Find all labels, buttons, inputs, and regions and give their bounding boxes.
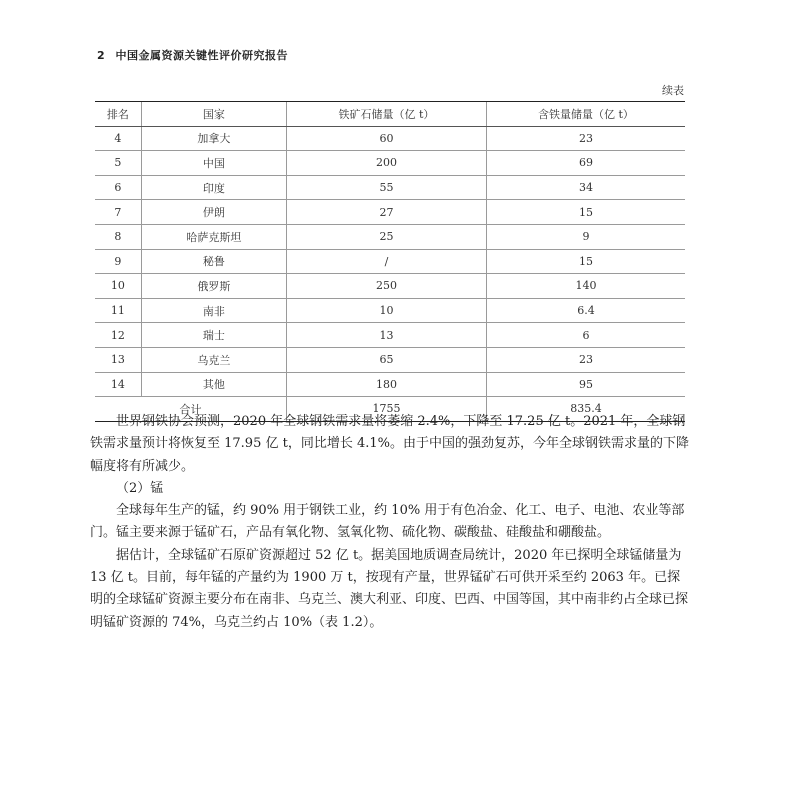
table-row bbox=[95, 249, 685, 274]
iron-cell: 6.4 bbox=[486, 298, 685, 323]
ore-cell: 55 bbox=[287, 175, 487, 200]
ore-cell: 180 bbox=[287, 372, 487, 397]
rank-cell: 14 bbox=[95, 372, 141, 397]
table-row bbox=[95, 224, 685, 249]
table-row bbox=[95, 151, 685, 176]
ore-cell: 10 bbox=[287, 298, 487, 323]
rank-cell: 4 bbox=[95, 126, 141, 151]
column-header-ore-reserves: 铁矿石储量（亿 t） bbox=[287, 102, 487, 127]
country-cell: 印度 bbox=[141, 175, 286, 200]
table-row bbox=[95, 323, 685, 348]
table-continued-label: 续表 bbox=[662, 84, 684, 97]
total-iron-cell: 835.4 bbox=[486, 397, 685, 422]
iron-cell: 23 bbox=[486, 347, 685, 372]
ore-cell: 27 bbox=[287, 200, 487, 225]
rank-cell: 7 bbox=[95, 200, 141, 225]
table-row bbox=[95, 274, 685, 299]
ore-cell: 25 bbox=[287, 224, 487, 249]
country-cell: 中国 bbox=[141, 151, 286, 176]
rank-cell: 13 bbox=[95, 347, 141, 372]
ore-cell: / bbox=[287, 249, 487, 274]
country-cell: 加拿大 bbox=[141, 126, 286, 151]
page-number: 2 bbox=[97, 49, 106, 62]
rank-cell: 10 bbox=[95, 274, 141, 299]
paragraph-manganese-reserves: 据估计，全球锰矿石原矿资源超过 52 亿 t。据美国地质调查局统计，2020 年已探明全球锰储量为 13 亿 t。目前，每年锰的产量约为 1900 万 t，按现有产量，世界锰矿石可供开采至约 2063 年。已探明的全球锰矿资源主要分布在南非、乌克兰、澳大利亚、印度、巴西、中国等国，其中南非约占全球已探明锰矿资源的 74%，乌克兰约占 10%（表 1.2）。 bbox=[90, 547, 689, 630]
total-ore-cell: 1755 bbox=[287, 397, 487, 422]
rank-cell: 8 bbox=[95, 224, 141, 249]
country-cell: 哈萨克斯坦 bbox=[141, 224, 286, 249]
table-row bbox=[95, 298, 685, 323]
iron-cell: 140 bbox=[486, 274, 685, 299]
country-cell: 伊朗 bbox=[141, 200, 286, 225]
ore-cell: 250 bbox=[287, 274, 487, 299]
paragraph-manganese-uses: 全球每年生产的锰，约 90% 用于钢铁工业，约 10% 用于有色冶金、化工、电子、电池、农业等部门。锰主要来源于锰矿石，产品有氧化物、氢氧化物、硫化物、碳酸盐、硅酸盐和硼酸盐。 bbox=[90, 503, 685, 541]
iron-cell: 23 bbox=[486, 126, 685, 151]
rank-cell: 5 bbox=[95, 151, 141, 176]
book-title: 中国金属资源关键性评价研究报告 bbox=[115, 49, 288, 62]
ore-cell: 200 bbox=[287, 151, 487, 176]
table-row bbox=[95, 126, 685, 151]
iron-cell: 15 bbox=[486, 249, 685, 274]
table-row bbox=[95, 347, 685, 372]
iron-ore-reserves-table bbox=[95, 101, 685, 422]
iron-cell: 15 bbox=[486, 200, 685, 225]
iron-cell: 34 bbox=[486, 175, 685, 200]
country-cell: 乌克兰 bbox=[141, 347, 286, 372]
country-cell: 秘鲁 bbox=[141, 249, 286, 274]
ore-cell: 65 bbox=[287, 347, 487, 372]
country-cell: 其他 bbox=[141, 372, 286, 397]
paragraph-steel-demand: 世界钢铁协会预测，2020 年全球钢铁需求量将萎缩 2.4%，下降至 17.25 亿 t。2021 年，全球钢铁需求量预计将恢复至 17.95 亿 t，同比增长 4.1%。由于中国的强劲复苏，今年全球钢铁需求量的下降幅度将有所减少。 bbox=[90, 414, 689, 474]
country-cell: 南非 bbox=[141, 298, 286, 323]
body-text bbox=[90, 411, 690, 634]
column-header-country: 国家 bbox=[141, 102, 286, 127]
country-cell: 瑞士 bbox=[141, 323, 286, 348]
table-header-row bbox=[95, 102, 685, 127]
ore-cell: 60 bbox=[287, 126, 487, 151]
column-header-rank: 排名 bbox=[95, 102, 141, 127]
rank-cell: 12 bbox=[95, 323, 141, 348]
iron-cell: 95 bbox=[486, 372, 685, 397]
table-row bbox=[95, 372, 685, 397]
rank-cell: 6 bbox=[95, 175, 141, 200]
iron-cell: 6 bbox=[486, 323, 685, 348]
table-row bbox=[95, 175, 685, 200]
rank-cell: 9 bbox=[95, 249, 141, 274]
column-header-iron-content-reserves: 含铁量储量（亿 t） bbox=[486, 102, 685, 127]
rank-cell: 11 bbox=[95, 298, 141, 323]
table-row bbox=[95, 200, 685, 225]
running-header bbox=[97, 47, 288, 63]
country-cell: 俄罗斯 bbox=[141, 274, 286, 299]
section-heading-manganese: （2）锰 bbox=[116, 480, 164, 496]
iron-cell: 69 bbox=[486, 151, 685, 176]
total-label-cell: 合计 bbox=[95, 397, 287, 422]
iron-cell: 9 bbox=[486, 224, 685, 249]
ore-cell: 13 bbox=[287, 323, 487, 348]
